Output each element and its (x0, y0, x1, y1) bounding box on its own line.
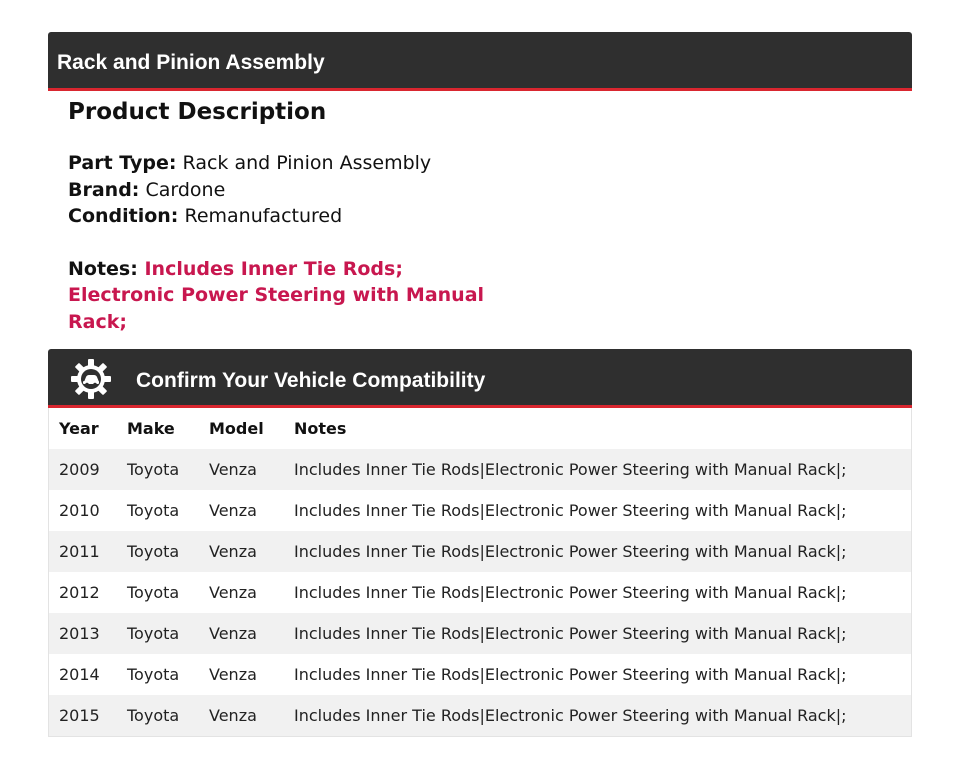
table-row (49, 572, 911, 613)
table-row (49, 613, 911, 654)
column-header-make: Make (127, 419, 175, 438)
cell-notes: Includes Inner Tie Rods|Electronic Power Steering with Manual Rack|; (284, 613, 911, 654)
notes-value: Includes Inner Tie Rods; Electronic Power Steering with Manual Rack; (68, 257, 485, 333)
cell-make: Toyota (117, 695, 199, 736)
cell-notes: Includes Inner Tie Rods|Electronic Power Steering with Manual Rack|; (284, 572, 911, 613)
cell-model: Venza (199, 531, 284, 572)
cell-make: Toyota (117, 449, 199, 490)
cell-year: 2015 (49, 695, 117, 736)
cell-make: Toyota (117, 572, 199, 613)
notes-label: Notes: (68, 257, 138, 280)
spec-value: Cardone (145, 178, 226, 201)
table-row (49, 490, 911, 531)
spec-row-condition (68, 203, 488, 230)
gear-car-icon (70, 358, 112, 400)
spec-row-part-type (68, 150, 488, 177)
spec-label: Brand: (68, 178, 140, 201)
cell-year: 2010 (49, 490, 117, 531)
cell-model: Venza (199, 695, 284, 736)
cell-notes: Includes Inner Tie Rods|Electronic Power Steering with Manual Rack|; (284, 531, 911, 572)
compatibility-table (49, 408, 911, 736)
cell-make: Toyota (117, 654, 199, 695)
product-description (68, 96, 488, 335)
table-row (49, 531, 911, 572)
column-header-model: Model (209, 419, 264, 438)
cell-make: Toyota (117, 531, 199, 572)
cell-model: Venza (199, 449, 284, 490)
cell-notes: Includes Inner Tie Rods|Electronic Power Steering with Manual Rack|; (284, 490, 911, 531)
cell-year: 2013 (49, 613, 117, 654)
cell-notes: Includes Inner Tie Rods|Electronic Power Steering with Manual Rack|; (284, 695, 911, 736)
section-title: Product Description (68, 99, 327, 125)
compatibility-header (48, 349, 912, 408)
product-title: Rack and Pinion Assembly (57, 51, 325, 74)
table-row (49, 449, 911, 490)
column-header-year: Year (59, 419, 99, 438)
cell-make: Toyota (117, 490, 199, 531)
cell-year: 2011 (49, 531, 117, 572)
cell-year: 2009 (49, 449, 117, 490)
table-row (49, 654, 911, 695)
spec-label: Condition: (68, 205, 179, 227)
cell-make: Toyota (117, 613, 199, 654)
spec-list (68, 150, 488, 230)
spec-value: Remanufactured (184, 205, 343, 227)
spec-value: Rack and Pinion Assembly (182, 152, 432, 174)
spec-label: Part Type: (68, 152, 177, 174)
compatibility-title: Confirm Your Vehicle Compatibility (136, 369, 486, 392)
spec-row-brand (68, 177, 488, 204)
cell-notes: Includes Inner Tie Rods|Electronic Power Steering with Manual Rack|; (284, 449, 911, 490)
cell-model: Venza (199, 490, 284, 531)
cell-model: Venza (199, 613, 284, 654)
cell-model: Venza (199, 654, 284, 695)
table-row (49, 695, 911, 736)
product-title-bar (48, 32, 912, 91)
cell-model: Venza (199, 572, 284, 613)
table-header-row (49, 408, 911, 449)
column-header-notes: Notes (294, 419, 347, 438)
compatibility-table-wrap (48, 408, 912, 737)
cell-notes: Includes Inner Tie Rods|Electronic Power Steering with Manual Rack|; (284, 654, 911, 695)
product-notes (68, 256, 488, 336)
cell-year: 2014 (49, 654, 117, 695)
cell-year: 2012 (49, 572, 117, 613)
